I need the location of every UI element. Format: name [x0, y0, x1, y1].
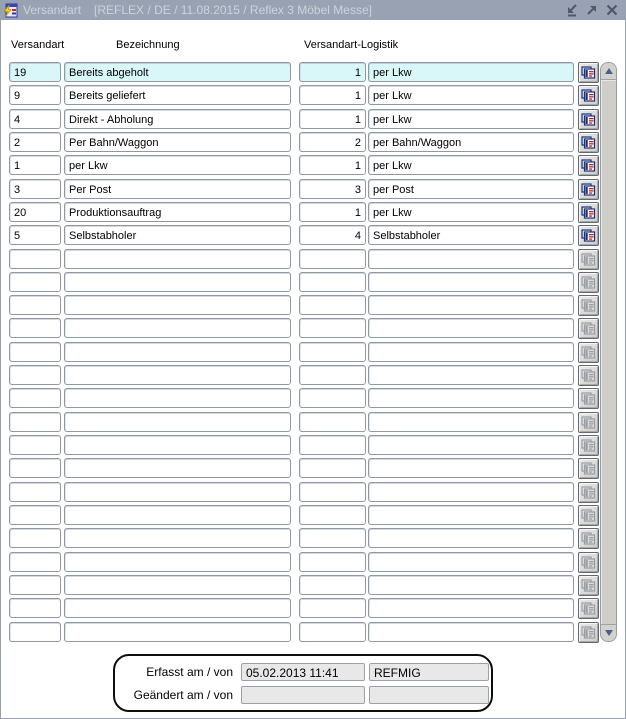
- cell-versandart[interactable]: 2: [9, 132, 61, 152]
- cell-versandart[interactable]: [9, 365, 61, 385]
- erfasst-label: Erfasst am / von: [146, 665, 233, 679]
- cell-versandart[interactable]: [9, 342, 61, 362]
- cell-bezeichnung[interactable]: [64, 622, 291, 642]
- table-row: [1, 388, 625, 408]
- cell-versandart[interactable]: [9, 622, 61, 642]
- table-row: [1, 318, 625, 338]
- cell-logistik-nr[interactable]: 1: [299, 155, 366, 175]
- cell-versandart[interactable]: [9, 528, 61, 548]
- cell-logistik-nr[interactable]: [299, 482, 366, 502]
- close-icon[interactable]: [604, 2, 620, 17]
- window-title: Versandart: [23, 3, 82, 17]
- cell-logistik-nr[interactable]: 3: [299, 179, 366, 199]
- scrollbar-thumb[interactable]: [601, 80, 616, 624]
- cell-versandart[interactable]: [9, 249, 61, 269]
- cell-logistik-nr[interactable]: [299, 575, 366, 595]
- detail-window-icon[interactable]: [578, 85, 599, 106]
- cell-bezeichnung[interactable]: Selbstabholer: [64, 225, 291, 245]
- table-row: [1, 598, 625, 618]
- cell-logistik-nr[interactable]: [299, 365, 366, 385]
- cell-versandart[interactable]: 20: [9, 202, 61, 222]
- detail-window-icon: [578, 482, 599, 503]
- detail-window-icon: [578, 505, 599, 526]
- table-row: [1, 528, 625, 548]
- cell-logistik-nr[interactable]: [299, 272, 366, 292]
- cell-bezeichnung[interactable]: Produktionsauftrag: [64, 202, 291, 222]
- table-row: [1, 622, 625, 642]
- cell-versandart[interactable]: [9, 482, 61, 502]
- detail-window-icon: [578, 575, 599, 596]
- cell-logistik-nr[interactable]: [299, 552, 366, 572]
- table-row: [1, 435, 625, 455]
- cell-versandart[interactable]: 19: [9, 62, 61, 82]
- cell-logistik-nr[interactable]: [299, 249, 366, 269]
- cell-bezeichnung[interactable]: Bereits geliefert: [64, 85, 291, 105]
- cell-logistik[interactable]: per Lkw: [368, 109, 574, 129]
- cell-logistik-nr[interactable]: [299, 318, 366, 338]
- cell-logistik-nr[interactable]: [299, 412, 366, 432]
- cell-versandart[interactable]: [9, 295, 61, 315]
- cell-bezeichnung[interactable]: [64, 435, 291, 455]
- cell-logistik[interactable]: [368, 598, 574, 618]
- cell-logistik-nr[interactable]: [299, 458, 366, 478]
- detail-window-icon: [578, 249, 599, 270]
- detail-window-icon: [578, 458, 599, 479]
- table-row: [1, 202, 625, 222]
- table-row: [1, 412, 625, 432]
- geaendert-label: Geändert am / von: [133, 688, 233, 702]
- detail-window-icon: [578, 295, 599, 316]
- cell-versandart[interactable]: [9, 458, 61, 478]
- erfasst-von-field: REFMIG: [369, 663, 489, 681]
- cell-bezeichnung[interactable]: [64, 505, 291, 525]
- table-row: [1, 132, 625, 152]
- cell-versandart[interactable]: 4: [9, 109, 61, 129]
- cell-versandart[interactable]: [9, 505, 61, 525]
- cell-logistik[interactable]: [368, 482, 574, 502]
- cell-logistik[interactable]: [368, 505, 574, 525]
- table-row: [1, 505, 625, 525]
- detail-window-icon[interactable]: [578, 155, 599, 176]
- cell-logistik-nr[interactable]: 1: [299, 85, 366, 105]
- cell-versandart[interactable]: 3: [9, 179, 61, 199]
- cell-logistik[interactable]: per Lkw: [368, 62, 574, 82]
- restore-icon[interactable]: [564, 2, 580, 17]
- detail-window-icon: [578, 622, 599, 643]
- cell-logistik-nr[interactable]: 4: [299, 225, 366, 245]
- cell-bezeichnung[interactable]: [64, 295, 291, 315]
- detail-window-icon: [578, 598, 599, 619]
- cell-versandart[interactable]: [9, 598, 61, 618]
- table-row: [1, 62, 625, 82]
- detail-window-icon: [578, 342, 599, 363]
- cell-logistik[interactable]: Selbstabholer: [368, 225, 574, 245]
- table-row: [1, 365, 625, 385]
- table-row: [1, 575, 625, 595]
- table-row: [1, 458, 625, 478]
- table-row: [1, 155, 625, 175]
- cell-logistik[interactable]: [368, 412, 574, 432]
- cell-logistik-nr[interactable]: [299, 342, 366, 362]
- cell-versandart[interactable]: [9, 552, 61, 572]
- cell-logistik[interactable]: [368, 295, 574, 315]
- cell-bezeichnung[interactable]: [64, 528, 291, 548]
- cell-bezeichnung[interactable]: Per Bahn/Waggon: [64, 132, 291, 152]
- cell-bezeichnung[interactable]: [64, 342, 291, 362]
- detail-window-icon: [578, 388, 599, 409]
- table-row: [1, 342, 625, 362]
- cell-bezeichnung[interactable]: [64, 272, 291, 292]
- cell-logistik[interactable]: per Post: [368, 179, 574, 199]
- cell-bezeichnung[interactable]: Per Post: [64, 179, 291, 199]
- maximize-icon[interactable]: [584, 2, 600, 17]
- table-row: [1, 482, 625, 502]
- geaendert-am-field: [241, 686, 365, 704]
- detail-window-icon: [578, 272, 599, 293]
- cell-bezeichnung[interactable]: [64, 412, 291, 432]
- cell-logistik[interactable]: [368, 435, 574, 455]
- cell-logistik[interactable]: [368, 249, 574, 269]
- cell-bezeichnung[interactable]: [64, 482, 291, 502]
- titlebar: [1, 0, 625, 20]
- table-row: [1, 552, 625, 572]
- cell-logistik[interactable]: [368, 552, 574, 572]
- table-row: [1, 109, 625, 129]
- cell-bezeichnung[interactable]: Bereits abgeholt: [64, 62, 291, 82]
- cell-logistik-nr[interactable]: 1: [299, 202, 366, 222]
- cell-logistik[interactable]: [368, 622, 574, 642]
- cell-logistik-nr[interactable]: 1: [299, 62, 366, 82]
- table-row: [1, 85, 625, 105]
- cell-logistik[interactable]: [368, 365, 574, 385]
- detail-window-icon: [578, 412, 599, 433]
- cell-logistik[interactable]: per Lkw: [368, 155, 574, 175]
- cell-bezeichnung[interactable]: [64, 365, 291, 385]
- cell-bezeichnung[interactable]: [64, 249, 291, 269]
- cell-logistik[interactable]: [368, 575, 574, 595]
- cell-logistik-nr[interactable]: 2: [299, 132, 366, 152]
- detail-window-icon[interactable]: [578, 179, 599, 200]
- erfasst-am-field: 05.02.2013 11:41: [241, 663, 365, 681]
- vertical-scrollbar[interactable]: [600, 62, 617, 642]
- detail-window-icon[interactable]: [578, 225, 599, 246]
- forms-app-icon: [3, 3, 18, 18]
- cell-logistik[interactable]: per Bahn/Waggon: [368, 132, 574, 152]
- cell-logistik-nr[interactable]: [299, 598, 366, 618]
- cell-logistik[interactable]: [368, 388, 574, 408]
- detail-window-icon: [578, 365, 599, 386]
- cell-versandart[interactable]: 9: [9, 85, 61, 105]
- cell-logistik-nr[interactable]: [299, 295, 366, 315]
- cell-logistik-nr[interactable]: [299, 622, 366, 642]
- cell-logistik-nr[interactable]: 1: [299, 109, 366, 129]
- header-versandart-logistik: Versandart-Logistik: [304, 39, 399, 51]
- detail-window-icon: [578, 318, 599, 339]
- versandart-table: [1, 62, 625, 642]
- cell-versandart[interactable]: [9, 272, 61, 292]
- table-row: [1, 225, 625, 245]
- detail-window-icon[interactable]: [578, 202, 599, 223]
- cell-versandart[interactable]: [9, 575, 61, 595]
- cell-logistik[interactable]: [368, 272, 574, 292]
- cell-versandart[interactable]: 5: [9, 225, 61, 245]
- audit-frame: [113, 654, 493, 712]
- header-bezeichnung: Bezeichnung: [116, 39, 180, 51]
- cell-bezeichnung[interactable]: [64, 318, 291, 338]
- detail-window-icon: [578, 552, 599, 573]
- detail-window-icon[interactable]: [578, 62, 599, 83]
- cell-bezeichnung[interactable]: [64, 575, 291, 595]
- detail-window-icon: [578, 435, 599, 456]
- table-row: [1, 272, 625, 292]
- detail-window-icon[interactable]: [578, 132, 599, 153]
- cell-logistik[interactable]: per Lkw: [368, 202, 574, 222]
- cell-logistik[interactable]: [368, 458, 574, 478]
- cell-logistik-nr[interactable]: [299, 435, 366, 455]
- detail-window-icon: [578, 528, 599, 549]
- table-row: [1, 249, 625, 269]
- header-versandart: Versandart: [11, 39, 65, 51]
- cell-logistik[interactable]: [368, 342, 574, 362]
- up-arrow-icon[interactable]: [601, 63, 616, 80]
- cell-bezeichnung[interactable]: [64, 552, 291, 572]
- cell-logistik[interactable]: [368, 318, 574, 338]
- cell-logistik-nr[interactable]: [299, 505, 366, 525]
- cell-logistik[interactable]: [368, 528, 574, 548]
- window-title-context: [REFLEX / DE / 11.08.2015 / Reflex 3 Möbel Messe]: [94, 3, 372, 17]
- geaendert-von-field: [369, 686, 489, 704]
- cell-bezeichnung[interactable]: [64, 458, 291, 478]
- table-row: [1, 295, 625, 315]
- window-controls: [564, 2, 620, 17]
- cell-versandart[interactable]: [9, 388, 61, 408]
- cell-bezeichnung[interactable]: Direkt - Abholung: [64, 109, 291, 129]
- cell-versandart[interactable]: [9, 318, 61, 338]
- cell-bezeichnung[interactable]: [64, 388, 291, 408]
- cell-logistik-nr[interactable]: [299, 388, 366, 408]
- down-arrow-icon[interactable]: [601, 624, 616, 641]
- cell-logistik[interactable]: per Lkw: [368, 85, 574, 105]
- table-row: [1, 179, 625, 199]
- cell-bezeichnung[interactable]: per Lkw: [64, 155, 291, 175]
- cell-versandart[interactable]: [9, 412, 61, 432]
- cell-versandart[interactable]: [9, 435, 61, 455]
- detail-window-icon[interactable]: [578, 109, 599, 130]
- cell-versandart[interactable]: 1: [9, 155, 61, 175]
- cell-logistik-nr[interactable]: [299, 528, 366, 548]
- cell-bezeichnung[interactable]: [64, 598, 291, 618]
